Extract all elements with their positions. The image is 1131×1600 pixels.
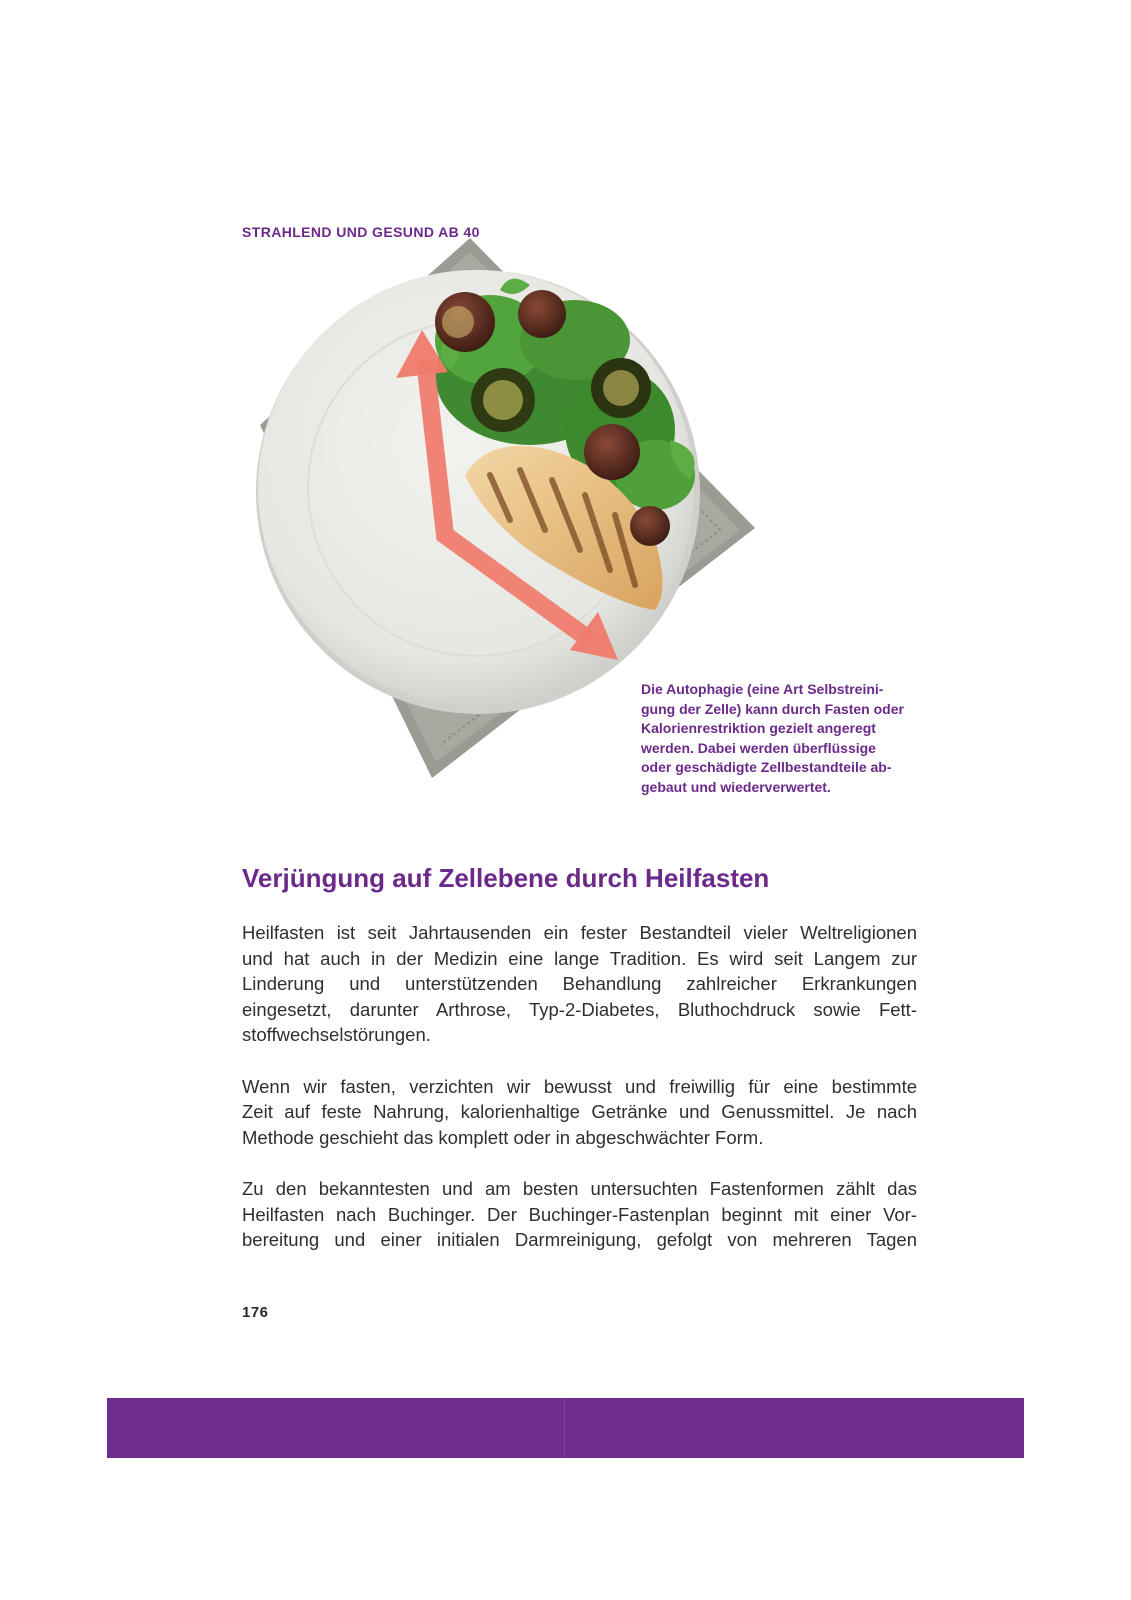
caption-line: gebaut und wiederverwertet.	[641, 778, 831, 795]
caption-line: oder geschädigte Zellbestandteile ab-	[641, 759, 892, 775]
caption-line: gung der Zelle) kann durch Fasten oder	[641, 700, 904, 717]
text-line: eingesetzt, darunter Arthrose, Typ-2-Diabetes, Bluthochdruck sowie Fett-	[242, 998, 917, 1020]
text-line: stoffwechselstörungen.	[242, 1024, 431, 1046]
page-number: 176	[242, 1304, 269, 1321]
caption-line: Kalorienrestriktion gezielt angeregt	[641, 720, 876, 736]
paragraph	[242, 1176, 917, 1253]
text-line: Methode geschieht das komplett oder in abgeschwächter Form.	[242, 1126, 764, 1148]
body-text	[242, 920, 917, 1278]
text-line: Linderung und unterstützenden Behandlung zahlreicher Erkrankungen	[242, 973, 917, 995]
figure-caption	[641, 680, 941, 797]
text-line: Heilfasten ist seit Jahrtausenden ein fester Bestandteil vieler Weltreligionen	[242, 922, 917, 943]
text-line: und hat auch in der Medizin eine lange Tradition. Es wird seit Langem zur	[242, 947, 917, 969]
section-title: Verjüngung auf Zellebene durch Heilfasten	[242, 863, 770, 893]
text-line: Zeit auf feste Nahrung, kalorienhaltige Getränke und Genussmittel. Je nach	[242, 1101, 917, 1123]
caption-line: Die Autophagie (eine Art Selbstreini-	[641, 681, 884, 697]
text-line: Zu den bekanntesten und am besten untersuchten Fastenformen zählt das	[242, 1177, 917, 1199]
text-line: Wenn wir fasten, verzichten wir bewusst und freiwillig für eine bestimmte	[242, 1075, 917, 1097]
band-seam	[564, 1398, 565, 1458]
bottom-color-band	[107, 1398, 1024, 1458]
paragraph	[242, 920, 917, 1048]
running-head: STRAHLEND UND GESUND AB 40	[242, 224, 480, 240]
caption-line: werden. Dabei werden überflüssige	[641, 739, 876, 756]
paragraph	[242, 1074, 917, 1151]
text-line: Heilfasten nach Buchinger. Der Buchinger-Fastenplan beginnt mit einer Vor-	[242, 1203, 917, 1225]
text-line: bereitung und einer initialen Darmreinigung, gefolgt von mehreren Tagen	[242, 1229, 917, 1251]
